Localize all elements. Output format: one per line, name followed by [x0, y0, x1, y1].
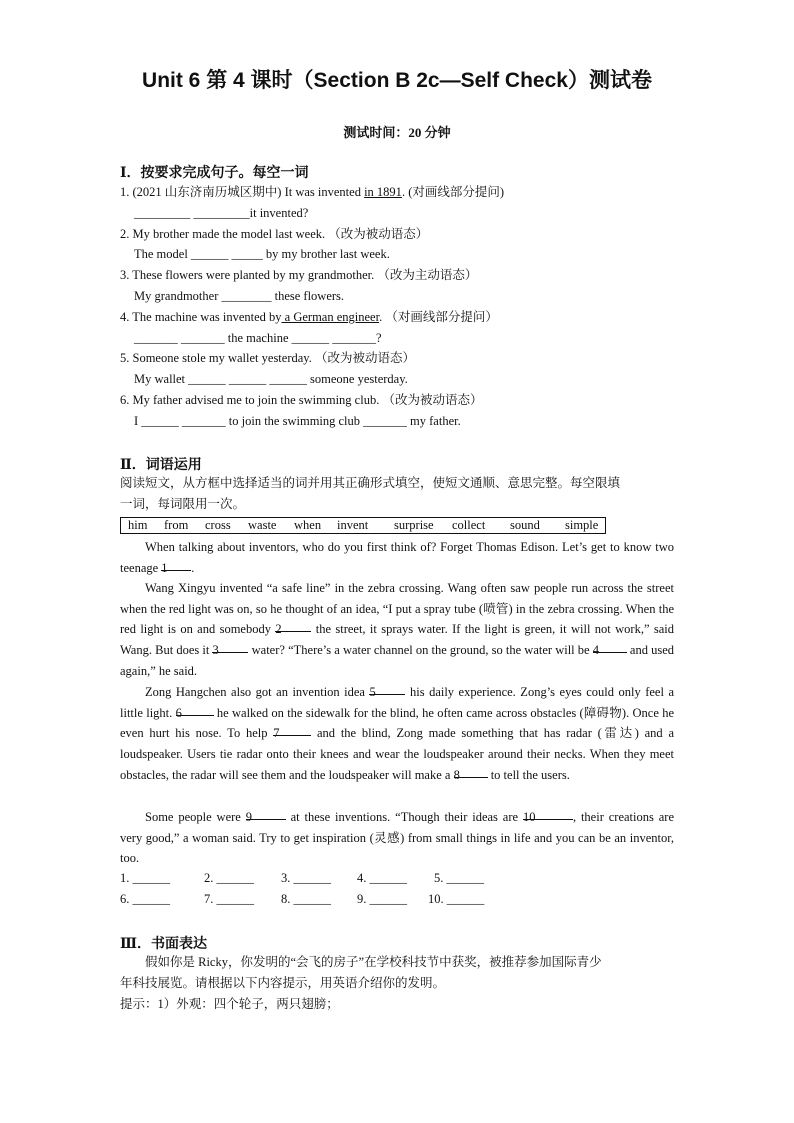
word-box-item: simple — [565, 518, 599, 532]
question-2: 2. My brother made the model last week. （改为被动语态） — [120, 227, 429, 241]
question-3: 3. These flowers were planted by my grandmother. （改为主动语态） — [120, 268, 478, 282]
word-box-item: invent — [337, 518, 369, 532]
test-time: 测试时间：20 分钟 — [343, 125, 451, 140]
passage-paragraph-1: When talking about inventors, who do you first think of? Forget Thomas Edison. Let’s get to know two teenage 1 . — [120, 540, 674, 575]
question-1-underlined: in 1891 — [364, 185, 402, 199]
blank-5[interactable]: 5 — [369, 682, 405, 695]
answer-slot-4[interactable]: 4. ______ — [357, 871, 407, 885]
blank-9[interactable]: 9 — [246, 807, 286, 820]
section-2-instruction-line2: 一词，每词限用一次。 — [120, 497, 246, 511]
question-2-answer[interactable]: The model ______ _____ by my brother last week. — [134, 247, 390, 261]
answer-slot-8[interactable]: 8. ______ — [281, 892, 331, 906]
question-1-note: . (对画线部分提问) — [401, 185, 505, 199]
word-box-item: him — [128, 518, 148, 532]
answer-slot-10[interactable]: 10. ______ — [428, 892, 485, 906]
page-title: Unit 6 第 4 课时（Section B 2c—Self Check）测试卷 — [142, 69, 652, 92]
answer-slot-6[interactable]: 6. ______ — [120, 892, 170, 906]
blank-8[interactable]: 8 — [454, 765, 488, 778]
word-box — [120, 517, 606, 534]
question-3-answer[interactable]: My grandmother ________ these flowers. — [134, 289, 345, 303]
answer-slot-1[interactable]: 1. ______ — [120, 871, 170, 885]
question-4 — [120, 309, 498, 325]
question-1 — [120, 184, 504, 200]
answer-slot-2[interactable]: 2. ______ — [204, 871, 254, 885]
question-6-answer[interactable]: I ______ _______ to join the swimming club _______ my father. — [134, 414, 461, 428]
section-2-heading: Ⅱ．词语运用 — [120, 458, 202, 473]
section-2-instruction-line1: 阅读短文，从方框中选择适当的词并用其正确形式填空，使短文通顺、意思完整。每空限填 — [120, 476, 621, 490]
writing-prompt-line1: 假如你是 Ricky，你发明的“会飞的房子”在学校科技节中获奖，被推荐参加国际青少 — [145, 955, 602, 969]
question-6: 6. My father advised me to join the swimming club. （改为被动语态） — [120, 393, 483, 407]
word-box-item: when — [294, 518, 322, 532]
blank-6[interactable]: 6 — [176, 703, 214, 716]
blank-7[interactable]: 7 — [273, 723, 311, 736]
question-4-underlined: a German engineer — [281, 310, 380, 324]
word-box-item: from — [164, 518, 189, 532]
word-box-item: collect — [452, 518, 486, 532]
writing-prompt-line2: 年科技展览。请根据以下内容提示，用英语介绍你的发明。 — [120, 976, 446, 990]
question-4-note: . （对画线部分提问） — [379, 310, 498, 324]
answer-slot-7[interactable]: 7. ______ — [204, 892, 254, 906]
question-4-answer[interactable]: _______ _______ the machine ______ _______? — [134, 331, 382, 345]
passage-paragraph-2: Wang Xingyu invented “a safe line” in the zebra crossing. Wang often saw people run across the street when the red light was on, so he thought of an idea, “I put a spray tube (喷管) in the zebra crossing. When the red light is on and somebody 2 the street, it sprays water. If the light is green, it will not work,” said Wang. But does it 3 water? “There’s a water channel on the ground, so the water will be 4 and used again,” he said. — [120, 581, 675, 678]
passage-paragraph-3: Zong Hangchen also got an invention idea 5 his daily experience. Zong’s eyes could only feel a little light. 6 he walked on the sidewalk for the blind, he often came across obstacles (障碍物). Once he even hurt his nose. To help 7 and the blind, Zong made something that has radar (雷达) and a loudspeaker. Users tie radar onto their knees and wear the loudspeaker around their necks. When they meet obstacles, the radar will see them and the loudspeaker will make a 8 to tell the users. — [120, 682, 674, 786]
section-1-heading: Ⅰ．按要求完成句子。每空一词 — [120, 166, 309, 181]
answer-slot-9[interactable]: 9. ______ — [357, 892, 407, 906]
blank-4[interactable]: 4 — [593, 640, 627, 653]
blank-1[interactable]: 1 — [161, 558, 191, 571]
blank-2[interactable]: 2 — [275, 619, 311, 632]
question-4-text: 4. The machine was invented by — [120, 310, 282, 324]
section-3-heading: Ⅲ．书面表达 — [120, 937, 208, 952]
question-5-answer[interactable]: My wallet ______ ______ ______ someone yesterday. — [134, 372, 408, 386]
word-box-item: waste — [248, 518, 277, 532]
passage-paragraph-4: Some people were 9 at these inventions. “Though their ideas are 10 , their creations are very good,” a woman said. Try to get inspiration (灵感) from small things in life and you can be an inventor, too. — [120, 807, 674, 869]
blank-3[interactable]: 3 — [212, 640, 248, 653]
answer-slot-3[interactable]: 3. ______ — [281, 871, 331, 885]
word-box-item: sound — [510, 518, 540, 532]
question-5: 5. Someone stole my wallet yesterday. （改为被动语态） — [120, 351, 415, 365]
blank-10[interactable]: 10 — [523, 807, 573, 820]
answer-slot-5[interactable]: 5. ______ — [434, 871, 484, 885]
writing-hint-line: 提示：1）外观：四个轮子，两只翅膀； — [120, 997, 339, 1011]
question-1-answer[interactable]: _________ _________it invented? — [134, 206, 309, 220]
question-1-text: 1. (2021 山东济南历城区期中) It was invented — [120, 185, 365, 199]
word-box-item: surprise — [394, 518, 434, 532]
word-box-item: cross — [205, 518, 231, 532]
